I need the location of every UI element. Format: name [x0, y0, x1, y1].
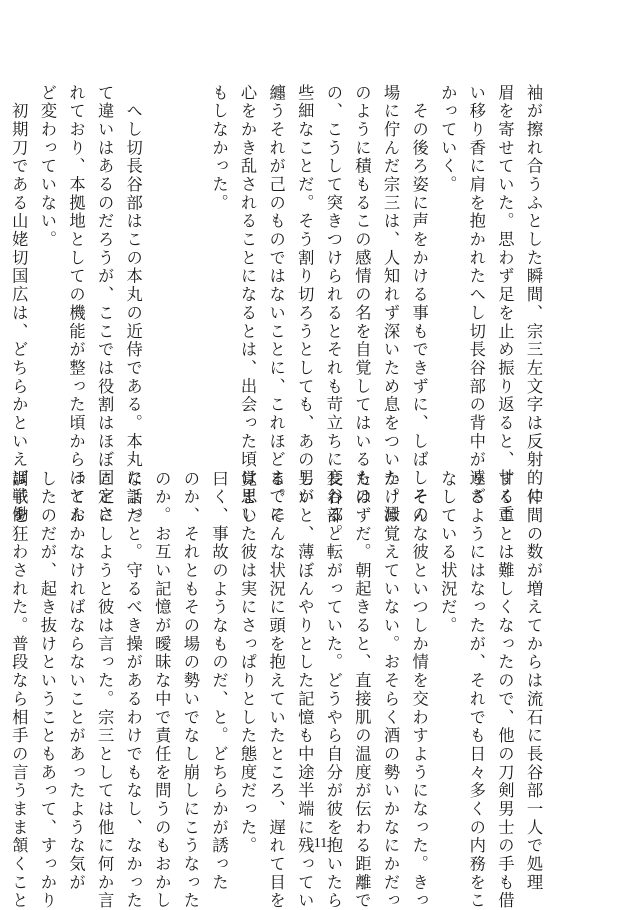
text-line: 長谷部と転がっていた。どうやら自分が彼を抱いたら: [323, 470, 343, 910]
text-line: [147, 84, 176, 444]
text-line: のように積もるこの感情の名を自覚してはいるもの: [352, 84, 372, 506]
text-line: 心をかき乱されることになるとは、出会った頃は思い: [238, 84, 258, 525]
text-line: のか、それともその場の勢いでなし崩しにこうなった: [180, 470, 200, 910]
text-line: かっていく。: [438, 84, 458, 195]
text-line: 場に佇んだ宗三は、人知れず深いため息をついた。澱: [381, 84, 401, 525]
text-line: の、こうして突きつけられるとそれも苛立ちに変わる。: [323, 84, 343, 543]
text-line: したのだが、起き抜けということもあって、すっかり: [37, 470, 57, 910]
text-line: かけは覚えていない。おそらく酒の勢いかなにかだっ: [381, 470, 401, 910]
text-line: 調子を狂わされた。普段なら相手の言うまま頷くこと: [9, 470, 29, 910]
text-line: もしなかった。: [209, 84, 229, 213]
text-line: へし切長谷部はこの本丸の近侍である。本丸によっ: [123, 84, 143, 525]
text-line: な話だと。守るべき操があるわけでもなし、なかった: [123, 470, 143, 910]
text-line: 覚ました彼は実にさっぱりとした態度だった。: [238, 470, 258, 856]
text-line: れており、本拠地としての機能が整った頃からほとん: [66, 84, 86, 525]
text-line: たはずだ。朝起きると、直接肌の温度が伝わる距離で: [352, 470, 372, 910]
text-line: [175, 84, 204, 444]
text-line: そんな彼といつしか情を交わすようになった。きっ: [409, 470, 429, 910]
text-line: しいと、薄ぼんやりとした記憶も中途半端に残ってい: [295, 470, 315, 910]
text-line: 曰く、事故のようなものだ、と。どちらかが誘った: [209, 470, 229, 892]
text-line: 纏うそれが己のものではないことに、これほどまでに: [266, 84, 286, 525]
text-line: 眉を寄せていた。思わず足を止め振り返ると、甘く重: [495, 84, 515, 525]
text-line: 袖が擦れ合うふとした瞬間、宗三左文字は反射的に: [524, 84, 543, 506]
text-line: りるようにはなったが、それでも日々多くの内務をこ: [466, 470, 486, 910]
text-line: 仲間の数が増えてからは流石に長谷部一人で処理: [524, 470, 543, 892]
text-line: て違いはあるのだろうが、ここでは役割はほぼ固定さ: [95, 84, 115, 525]
text-line: る。そんな状況に頭を抱えていたところ、遅れて目を: [266, 470, 286, 910]
text-line: [0, 84, 4, 444]
text-line: 些細なことだ。そう割り切ろうとしても、あの男が: [295, 84, 315, 506]
body-text-upper: [0, 84, 547, 543]
text-line: [0, 470, 4, 830]
text-line: い移り香に肩を抱かれたへし切長谷部の背中が遠ざ: [466, 84, 486, 506]
text-line: その後ろ姿に声をかける事もできずに、しばしその: [409, 84, 429, 525]
text-line: ど変わっていない。: [37, 84, 57, 250]
text-line: のか。お互い記憶が曖昧な中で責任を問うのもおかし: [152, 470, 172, 910]
text-line: することは難しくなったので、他の刀剣男士の手も借: [495, 470, 515, 910]
text-line: っておかなければならないことがあったような気が: [66, 470, 86, 892]
text-line: ことにしようと彼は言った。宗三としては他に何か言: [95, 470, 115, 910]
page-number: 11: [313, 836, 328, 851]
text-line: 初期刀である山姥切国広は、どちらかといえば戦働: [9, 84, 29, 525]
text-line: なしている状況だ。: [438, 470, 458, 636]
